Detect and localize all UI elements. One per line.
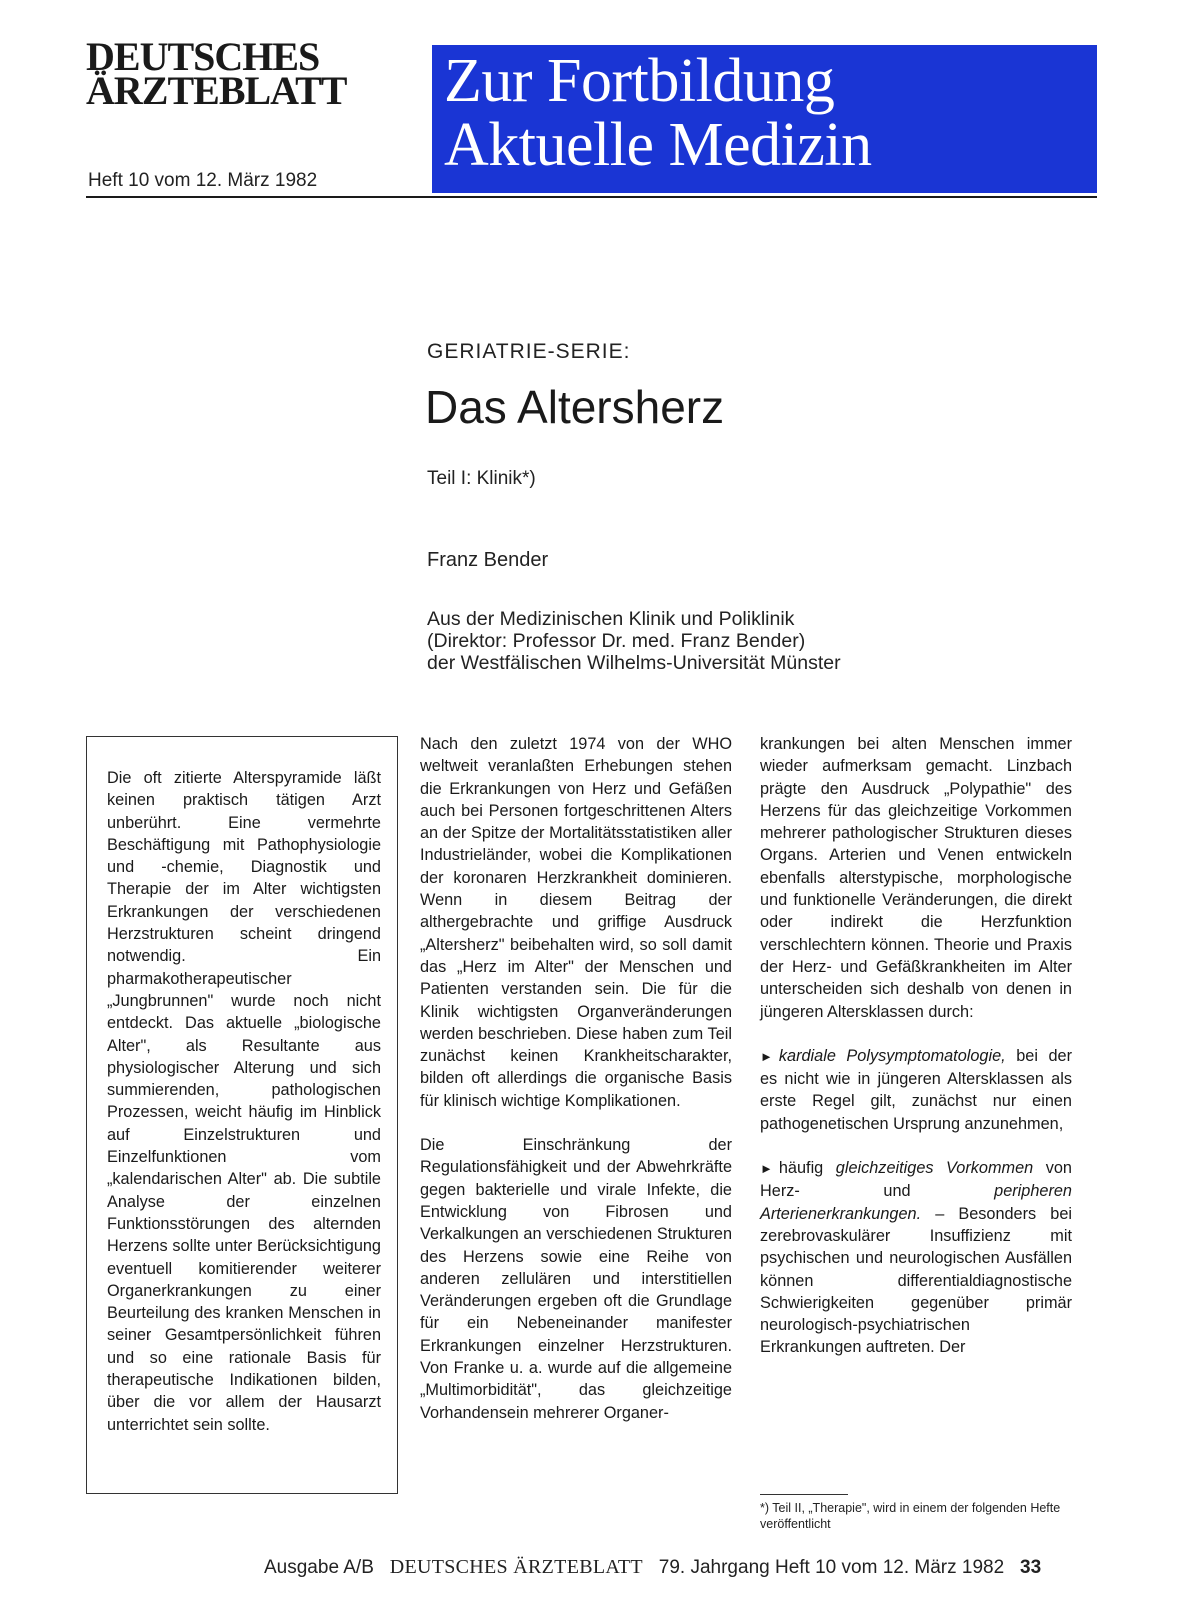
section-banner xyxy=(432,45,1097,193)
body-paragraph: Nach den zuletzt 1974 von der WHO weltweit veranlaßten Erhebungen stehen die Erkrankungen von Herz und Gefäßen auch bei Personen fortgeschrittenen Alters an der Spitze der Mortalitätsstatistiken aller Industrieländer, wobei die Komplikationen der koronaren Herzkrankheit dominieren. Wenn in diesem Beitrag der althergebrachte und griffige Ausdruck „Altersherz" beibehalten wird, so soll damit das „Herz im Alter" der Menschen und Patienten verstanden sein. Die für die Klinik wichtigsten Organveränderungen werden beschrieben. Diese haben zum Teil zunächst keinen Krankheitscharakter, bilden oft allerdings die organische Basis für klinisch wichtige Komplikationen. xyxy=(420,735,732,1110)
banner-line-2: Aktuelle Medizin xyxy=(444,111,872,179)
affiliation-line: Aus der Medizinischen Klinik und Poliklinik xyxy=(427,608,795,630)
body-paragraph: Die Einschränkung der Regulationsfähigkeit und der Abwehrkräfte gegen bakterielle und virale Infekte, die Entwicklung von Fibrosen und Verkalkungen an verschiedenen Strukturen des Herzens sowie eine Reihe von anderen zellulären und interstitiellen Veränderungen ergeben oft die Grundlage für ein Nebeneinander manifester Erkrankungen einzelner Herzstrukturen. Von Franke u. a. wurde auf die allgemeine „Multimorbidität", das gleichzeitige Vorhandensein mehrerer Organer- xyxy=(420,1136,732,1422)
bullet-arrow-icon: ► xyxy=(760,1048,773,1064)
bullet-item xyxy=(760,1157,1072,1359)
body-paragraph: krankungen bei alten Menschen immer wieder aufmerksam gemacht. Linzbach prägte den Ausdruck „Polypathie" des Herzens für das gleichzeitige Vorkommen mehrerer pathologischer Strukturen dieses Organs. Arterien und Venen entwickeln ebenfalls alterstypische, morphologische und funktionelle Veränderungen, die direkt oder indirekt die Herzfunktion verschlechtern können. Theorie und Praxis der Herz- und Gefäßkrankheiten im Alter unterscheiden sich deshalb von denen in jüngeren Altersklassen durch: xyxy=(760,735,1072,1021)
affiliation-line: der Westfälischen Wilhelms-Universität Münster xyxy=(427,652,841,674)
bullet-emphasis: peripheren Arterienerkrankungen. xyxy=(760,1182,1072,1223)
affiliation-line: (Direktor: Professor Dr. med. Franz Bender) xyxy=(427,630,806,652)
bullet-text: bei der es nicht wie in jüngeren Altersklassen als erste Regel gilt, zunächst nur einen pathogenetischen Ursprung anzunehmen, xyxy=(760,1046,1072,1133)
series-label: GERIATRIE-SERIE: xyxy=(427,340,631,363)
footer-issue: 79. Jahrgang Heft 10 vom 12. März 1982 xyxy=(658,1557,1005,1578)
footnote: *) Teil II, „Therapie", wird in einem der folgenden Hefte veröffentlicht xyxy=(760,1501,1061,1531)
bullet-item xyxy=(760,1045,1072,1135)
article-subtitle: Teil I: Klinik*) xyxy=(427,468,536,489)
article-author: Franz Bender xyxy=(427,549,549,571)
body-column-middle xyxy=(420,733,732,1446)
abstract-text: Die oft zitierte Alterspyramide läßt keinen praktisch tätigen Arzt unberührt. Eine vermehrte Beschäftigung mit Pathophysiologie und -chemie, Diagnostik und Therapie der im Alter wichtigsten Erkrankungen der verschiedenen Herzstrukturen scheint dringend notwendig. Ein pharmakotherapeutischer „Jungbrunnen" wurde noch nicht entdeckt. Das aktuelle „biologische Alter", als Resultante aus physiologischer Alterung und sich summierenden, pathologischen Prozessen, weicht häufig im Hinblick auf Einzelstrukturen und Einzelfunktionen vom „kalendarischen Alter" ab. Die subtile Analyse der einzelnen Funktionsstörungen des alternden Herzens sollte unter Berücksichtigung eventuell komitierender weiterer Organerkrankungen zu einer Beurteilung des kranken Menschen in seiner Gesamtpersönlichkeit führen und so eine rationale Basis für therapeutische Indikationen bilden, über die vor allem der Hausarzt unterrichtet sein sollte. xyxy=(107,769,381,1434)
bullet-emphasis: kardiale Polysymptomatologie, xyxy=(778,1046,1006,1065)
banner-line-1: Zur Fortbildung xyxy=(444,47,835,115)
bullet-emphasis: gleichzeitiges Vorkommen xyxy=(835,1159,1034,1178)
author-affiliation xyxy=(427,608,841,674)
bullet-text: häufig xyxy=(778,1159,836,1178)
footer-brand: DEUTSCHES ÄRZTEBLATT xyxy=(389,1556,643,1578)
footer-edition: Ausgabe A/B xyxy=(264,1557,374,1578)
issue-line: Heft 10 vom 12. März 1982 xyxy=(88,170,318,191)
masthead-logo xyxy=(86,34,347,113)
bullet-text: – Besonders bei zerebrovaskulärer Insuffizienz mit psychischen und neurologischen Ausfällen können differentialdiagnostische Schwierigkeiten gegenüber primär neurologisch-psychiatrischen Erkrankungen auftreten. Der xyxy=(760,1204,1072,1357)
bullet-arrow-icon: ► xyxy=(760,1161,773,1177)
page-footer xyxy=(264,1556,1041,1579)
body-column-right xyxy=(760,733,1072,1381)
article-title: Das Altersherz xyxy=(425,381,725,433)
masthead-line-2: ÄRZTEBLATT xyxy=(86,68,347,113)
abstract-box xyxy=(86,736,398,1494)
bullet-text: von Herz- und xyxy=(760,1159,1072,1201)
page-number: 33 xyxy=(1020,1557,1042,1578)
header-rule xyxy=(86,196,1097,198)
footnote-rule xyxy=(760,1494,848,1495)
masthead-line-1: DEUTSCHES xyxy=(86,34,320,79)
